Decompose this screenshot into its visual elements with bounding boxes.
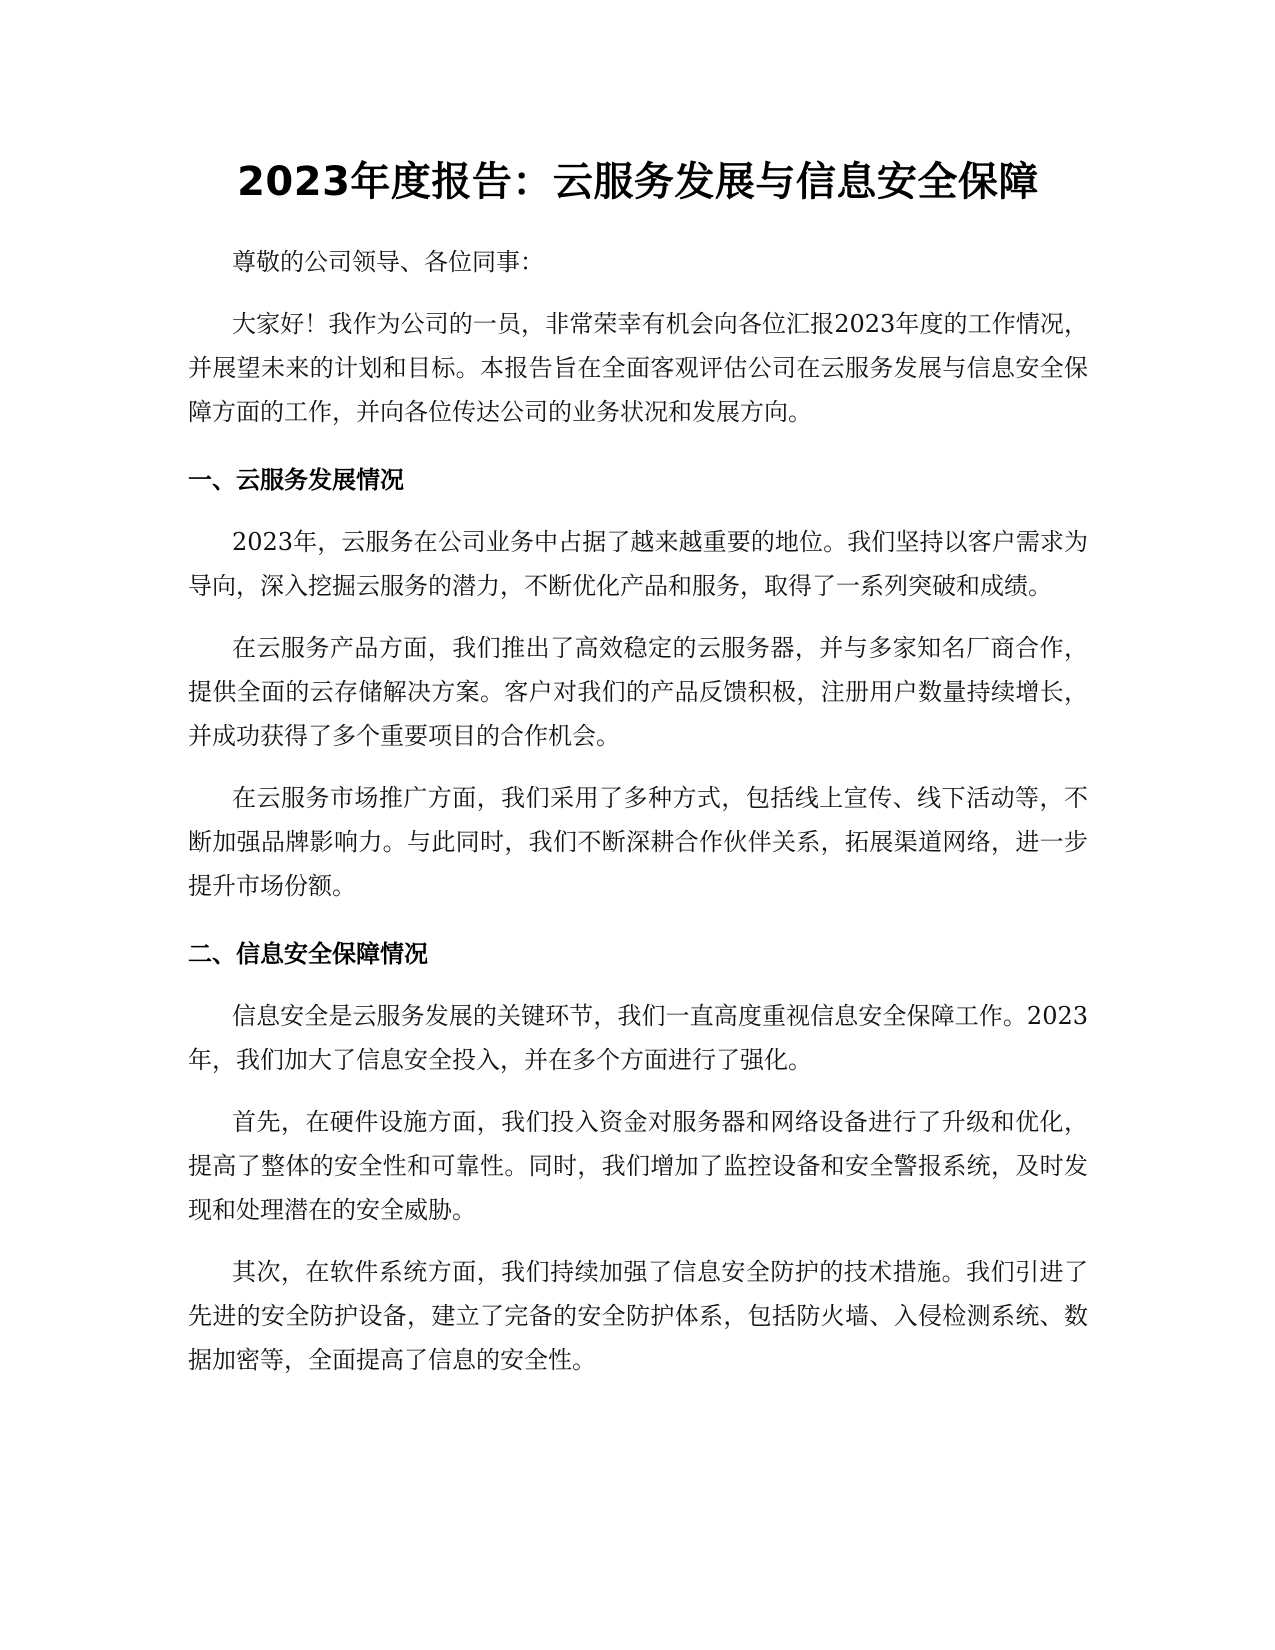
section-heading-cloud: 一、云服务发展情况 bbox=[188, 466, 404, 494]
section-heading-security: 二、信息安全保障情况 bbox=[188, 940, 428, 968]
salutation: 尊敬的公司领导、各位同事： bbox=[232, 248, 544, 276]
paragraph: 首先，在硬件设施方面，我们投入资金对服务器和网络设备进行了升级和优化，提高了整体的安全性和可靠性。同时，我们增加了监控设备和安全警报系统，及时发现和处理潜在的安全威胁。 bbox=[188, 1108, 1088, 1224]
paragraph: 在云服务市场推广方面，我们采用了多种方式，包括线上宣传、线下活动等，不断加强品牌影响力。与此同时，我们不断深耕合作伙伴关系，拓展渠道网络，进一步提升市场份额。 bbox=[188, 784, 1088, 900]
document-title: 2023年度报告：云服务发展与信息安全保障 bbox=[237, 159, 1039, 205]
paragraph: 2023年，云服务在公司业务中占据了越来越重要的地位。我们坚持以客户需求为导向，深入挖掘云服务的潜力，不断优化产品和服务，取得了一系列突破和成绩。 bbox=[188, 528, 1088, 600]
paragraph: 信息安全是云服务发展的关键环节，我们一直高度重视信息安全保障工作。2023年，我们加大了信息安全投入，并在多个方面进行了强化。 bbox=[188, 1002, 1088, 1074]
document-body bbox=[188, 150, 1088, 1382]
paragraph: 在云服务产品方面，我们推出了高效稳定的云服务器，并与多家知名厂商合作，提供全面的云存储解决方案。客户对我们的产品反馈积极，注册用户数量持续增长，并成功获得了多个重要项目的合作机会。 bbox=[188, 634, 1088, 750]
paragraph: 其次，在软件系统方面，我们持续加强了信息安全防护的技术措施。我们引进了先进的安全防护设备，建立了完备的安全防护体系，包括防火墙、入侵检测系统、数据加密等，全面提高了信息的安全性。 bbox=[188, 1258, 1088, 1374]
intro-paragraph: 大家好！我作为公司的一员，非常荣幸有机会向各位汇报2023年度的工作情况，并展望未来的计划和目标。本报告旨在全面客观评估公司在云服务发展与信息安全保障方面的工作，并向各位传达公司的业务状况和发展方向。 bbox=[188, 310, 1088, 426]
